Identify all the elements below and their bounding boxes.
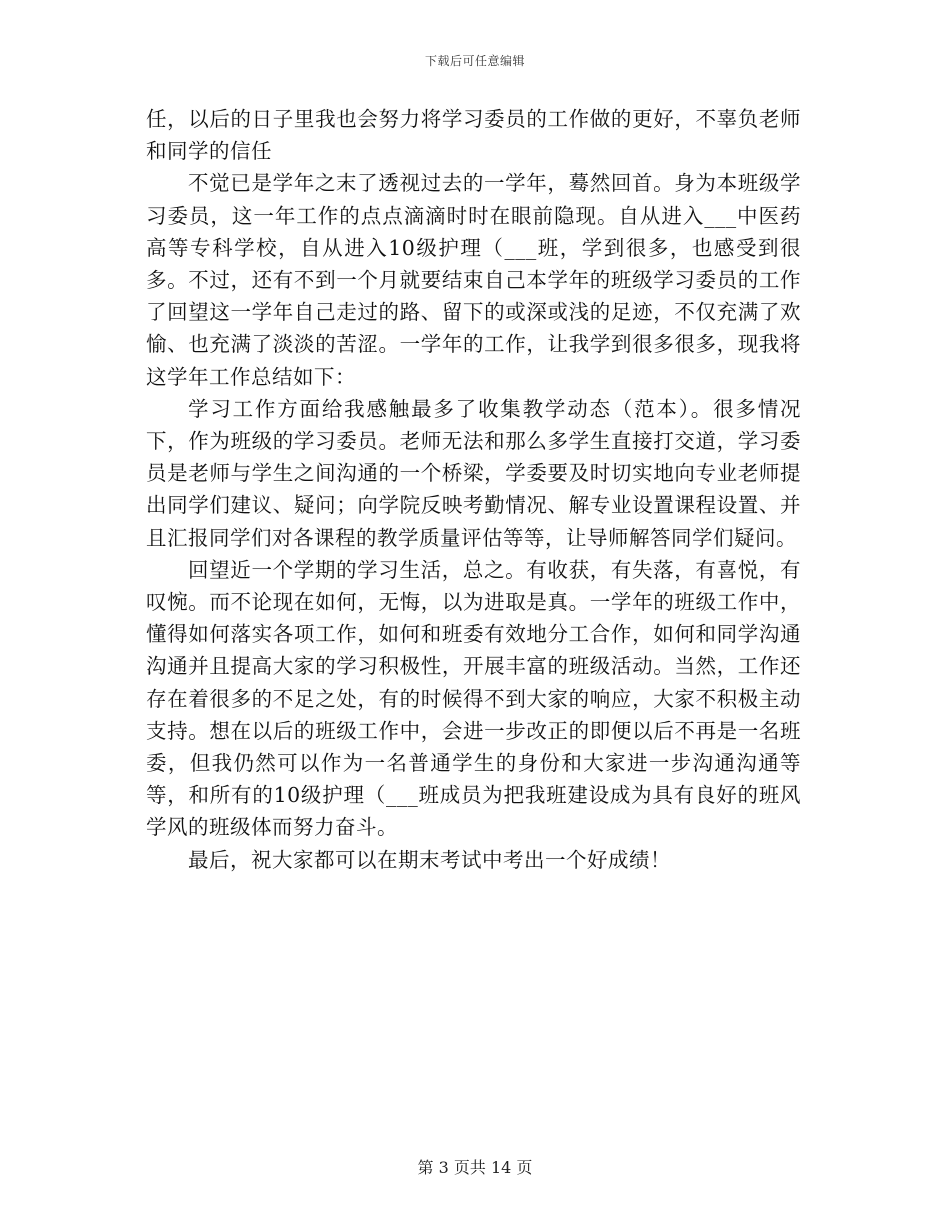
document-body	[146, 103, 801, 876]
page-header: 下载后可任意编辑	[424, 54, 525, 68]
paragraph: 不觉已是学年之末了透视过去的一学年，蓦然回首。身为本班级学习委员，这一年工作的点点滴滴时时在眼前隐现。自从进入___中医药高等专科学校，自从进入10级护理（___班，学到很多，也感受到很多。不过，还有不到一个月就要结束自己本学年的班级学习委员的工作了回望这一学年自己走过的路、留下的或深或浅的足迹，不仅充满了欢愉、也充满了淡淡的苦涩。一学年的工作，让我学到很多很多，现我将这学年工作总结如下：	[146, 171, 801, 389]
page-number-footer: 第 3 页共 14 页	[417, 1158, 533, 1177]
paragraph: 回望近一个学期的学习生活，总之。有收获，有失落，有喜悦，有叹惋。而不论现在如何，无悔，以为进取是真。一学年的班级工作中，懂得如何落实各项工作，如何和班委有效地分工合作，如何和同学沟通沟通并且提高大家的学习积极性，开展丰富的班级活动。当然，工作还存在着很多的不足之处，有的时候得不到大家的响应，大家不积极主动支持。想在以后的班级工作中，会进一步改正的即便以后不再是一名班委，但我仍然可以作为一名普通学生的身份和大家进一步沟通沟通等等，和所有的10级护理（___班成员为把我班建设成为具有良好的班风学风的班级体而努力奋斗。	[146, 557, 801, 840]
paragraph-continuation: 任，以后的日子里我也会努力将学习委员的工作做的更好，不辜负老师和同学的信任	[146, 107, 801, 164]
paragraph: 最后，祝大家都可以在期末考试中考出一个好成绩！	[188, 847, 672, 872]
paragraph: 学习工作方面给我感触最多了收集教学动态（范本）。很多情况下，作为班级的学习委员。老师无法和那么多学生直接打交道，学习委员是老师与学生之间沟通的一个桥梁，学委要及时切实地向专业老师提出同学们建议、疑问；向学院反映考勤情况、解专业设置课程设置、并且汇报同学们对各课程的教学质量评估等等，让导师解答同学们疑问。	[146, 396, 801, 550]
